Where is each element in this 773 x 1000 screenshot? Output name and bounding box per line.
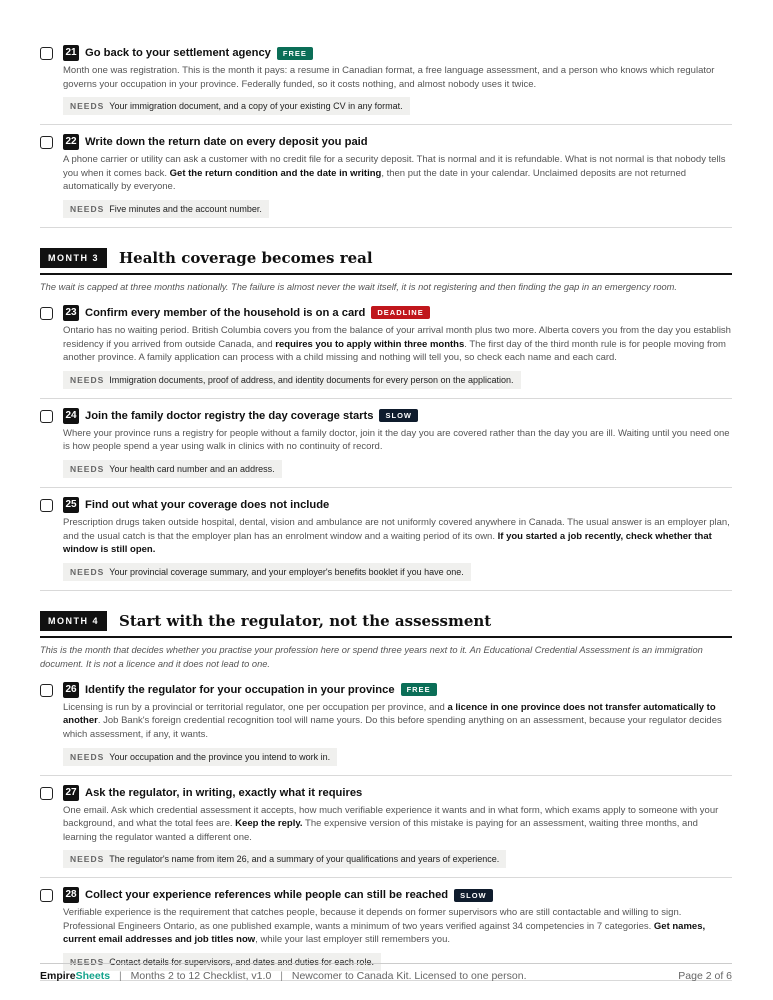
footer-separator: | [280,970,283,982]
needs-text: Contact details for supervisors, and dates and duties for each role. [109,957,374,968]
description-text: Licensing is run by a provincial or territorial regulator, one per occupation per province, and [63,701,448,713]
item-title: Find out what your coverage does not include [85,498,330,511]
emphasis-text: Get the return condition and the date in writing [169,167,382,179]
section-month2-tail [40,36,732,228]
needs-box [63,563,471,581]
description-text: Prescription drugs taken outside hospital, dental, vision and ambulance are not uniformly covered anywhere in Canada. The usual answer is an employer plan, and the usual catch is that the employer plan has an enrolment window and a waiting period of its own. [63,516,730,542]
description-text: . The first day of the third month rule is for people moving from another province. A family application can process with a child missing and nothing will tell you, so check each name and each card. [63,338,726,364]
month-header [40,248,732,275]
document-name: Months 2 to 12 Checklist, v1.0 [130,970,272,982]
needs-label: NEEDS [70,566,105,577]
emphasis-text: Get names, current email addresses and job titles now [63,920,706,946]
item-number: 22 [63,134,79,150]
item-description [63,516,732,557]
description-text: Month one was registration. This is the month it pays: a resume in Canadian format, a free language assessment, and a person who knows which regulator governs your occupation in your province. Federally funded, so it costs nothing, and almost nobody uses it twice. [63,65,715,90]
item-checkbox[interactable] [40,136,53,149]
footer-left [40,970,527,982]
month-title: Start with the regulator, not the assessment [119,611,492,630]
item-checkbox[interactable] [40,889,53,902]
item-description [63,153,732,194]
brand-name-part1: Empire [40,970,76,982]
checklist-item [40,776,732,879]
emphasis-text: requires you to apply within three months [275,338,465,350]
checklist-page [40,0,732,981]
item-title: Write down the return date on every deposit you paid [85,136,368,149]
item-number: 21 [63,45,79,61]
needs-text: Your health card number and an address. [109,463,275,474]
description-text: One email. Ask which credential assessment it accepts, how much verifiable experience it wants and in what form, which exams apply to someone with your background, and what the total fees are. [63,804,719,830]
item-number: 24 [63,408,79,424]
item-number: 28 [63,887,79,903]
item-checkbox[interactable] [40,684,53,697]
needs-label: NEEDS [70,203,105,214]
needs-text: Five minutes and the account number. [109,203,262,214]
description-text: Verifiable experience is the requirement that catches people, because it depends on former supervisors who are still contactable and willing to sign. Professional Engineers Ontario, as one published example, wants a minimum of two years verified against 34 competencies in 7 categories. [63,907,682,932]
item-title: Collect your experience references while people can still be reached [85,889,449,902]
needs-box [63,371,521,389]
slow-badge: SLOW [379,409,418,422]
needs-box [63,748,337,766]
item-checkbox[interactable] [40,787,53,800]
brand-name-part2: Sheets [75,970,111,982]
item-title: Go back to your settlement agency [85,47,271,59]
item-description [63,324,732,365]
item-number: 25 [63,497,79,513]
needs-text: Your immigration document, and a copy of your existing CV in any format. [109,101,403,112]
needs-box [63,97,410,115]
checklist-item [40,488,732,591]
needs-text: Immigration documents, proof of address, and identity documents for every person on the application. [109,374,514,385]
item-description [63,427,732,454]
checklist-item [40,125,732,228]
needs-text: Your occupation and the province you intend to work in. [109,751,331,762]
item-number: 23 [63,305,79,321]
emphasis-text: Keep the reply. [235,818,303,830]
item-checkbox[interactable] [40,410,53,423]
kit-license: Newcomer to Canada Kit. Licensed to one person. [291,970,527,982]
emphasis-text: If you started a job recently, check whether that window is still open. [63,530,712,556]
page-footer [40,963,732,982]
description-text: Where your province runs a registry for people without a family doctor, join it the day you are covered rather than the day you are ill. Waiting until you need one is how people spend a year using walk in clinics with no continuity of record. [63,427,730,453]
free-badge: FREE [401,683,437,696]
deadline-badge: DEADLINE [371,306,429,319]
month-header [40,611,732,638]
slow-badge: SLOW [454,889,493,902]
page-number: Page 2 of 6 [678,970,732,982]
month-tag: MONTH 3 [40,248,107,268]
free-badge: FREE [277,47,313,60]
item-description [63,701,732,742]
checklist-item [40,296,732,399]
checklist-item [40,399,732,488]
section-month3 [40,248,732,591]
emphasis-text: a licence in one province does not transfer automatically to another [63,701,716,727]
needs-text: The regulator's name from item 26, and a summary of your qualifications and years of experience. [109,854,500,865]
footer-separator: | [118,970,122,982]
item-description [63,804,732,845]
description-text: , then put the date in your calendar. Unclaimed deposits are not returned automatically by everyone. [63,167,687,193]
month-title: Health coverage becomes real [119,248,373,267]
description-text: , while your last employer still remembers you. [255,934,450,946]
month-intro: The wait is capped at three months nationally. The failure is almost never the wait itself, it is not registering and then finding the gap in an emergency room. [40,281,678,292]
section-month4 [40,611,732,981]
item-checkbox[interactable] [40,307,53,320]
needs-label: NEEDS [70,463,105,474]
item-description [63,64,732,91]
item-number: 26 [63,682,79,698]
needs-label: NEEDS [70,751,105,762]
needs-label: NEEDS [70,957,105,968]
description-text: Ontario has no waiting period. British Columbia covers you from the balance of your arrival month plus two more. Alberta covers you from the day you establish residency if you arrived from outside Canada, and [63,324,731,350]
month-intro: This is the month that decides whether you practise your profession here or spend three years next to it. An Educational Credential Assessment is an immigration document. It is not a licence and it does not lead to one. [40,644,703,669]
needs-box [63,850,506,868]
description-text: . Job Bank's foreign credential recognition tool will name yours. Do this before spending anything on an assessment, because your regulator decides which assessment, if any, it wants. [63,715,722,740]
needs-label: NEEDS [70,374,105,385]
month-tag: MONTH 4 [40,611,107,631]
item-title: Ask the regulator, in writing, exactly what it requires [85,786,363,799]
description-text: The expensive version of this mistake is paying for an assessment, waiting three months, and learning the regulator wanted a different one. [63,818,698,843]
checklist-item [40,673,732,776]
item-title: Identify the regulator for your occupation in your province [85,683,395,696]
checklist-item [40,36,732,125]
needs-label: NEEDS [70,854,105,865]
item-number: 27 [63,785,79,801]
needs-label: NEEDS [70,101,105,112]
item-checkbox[interactable] [40,499,53,512]
item-title: Join the family doctor registry the day coverage starts [85,409,374,422]
description-text: A phone carrier or utility can ask a customer with no credit file for a security deposit. That is normal and it is refundable. What is not normal is that nobody tells you when it comes back. [63,154,726,179]
item-title: Confirm every member of the household is on a card [85,306,366,319]
needs-text: Your provincial coverage summary, and your employer's benefits booklet if you have one. [109,566,464,577]
needs-box [63,460,282,478]
item-checkbox[interactable] [40,47,53,60]
needs-box [63,200,269,218]
item-description [63,906,732,947]
